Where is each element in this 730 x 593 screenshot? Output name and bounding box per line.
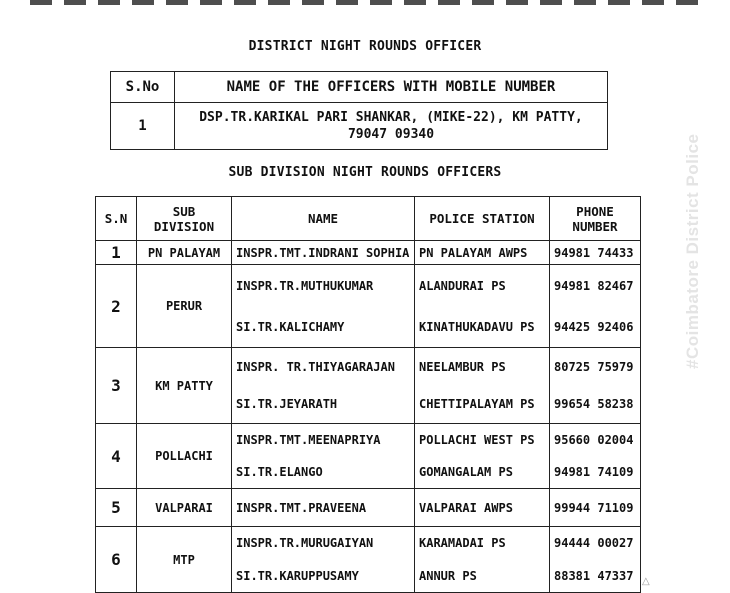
table-header-row bbox=[96, 197, 641, 241]
row-phones bbox=[550, 348, 641, 424]
column-header-phone-number bbox=[550, 197, 641, 241]
table-row bbox=[111, 103, 608, 150]
officer-name: INSPR.TR.MUTHUKUMAR bbox=[236, 278, 374, 293]
row-division: KM PATTY bbox=[137, 348, 232, 424]
police-station: ALANDURAI PS bbox=[419, 278, 506, 293]
officer-name: INSPR.TR.MURUGAIYAN bbox=[236, 536, 374, 551]
row-officer-name: INSPR.TMT.PRAVEENA bbox=[232, 489, 415, 527]
phone-number: 99654 58238 bbox=[554, 397, 634, 412]
header-line: SUB bbox=[172, 203, 196, 219]
table-row bbox=[96, 241, 641, 265]
officer-name: INSPR.TMT.MEENAPRIYA bbox=[236, 433, 381, 447]
phone-number: 88381 47337 bbox=[554, 568, 634, 583]
police-station: ANNUR PS bbox=[419, 568, 477, 583]
phone-number: 94981 82467 bbox=[554, 278, 634, 293]
row-sn: 6 bbox=[96, 527, 137, 593]
row-police-station: VALPARAI AWPS bbox=[415, 489, 550, 527]
row-division: MTP bbox=[137, 527, 232, 593]
column-header-sub-division bbox=[137, 197, 232, 241]
table-row bbox=[96, 424, 641, 489]
district-section-title: DISTRICT NIGHT ROUNDS OFFICER bbox=[248, 39, 482, 54]
district-officer-table bbox=[110, 71, 608, 150]
police-station: POLLACHI WEST PS bbox=[419, 433, 535, 447]
row-officer-names bbox=[232, 265, 415, 348]
row-division: VALPARAI bbox=[137, 489, 232, 527]
officer-phone: 79047 09340 bbox=[347, 127, 435, 142]
header-line: DIVISION bbox=[153, 218, 215, 234]
row-phones bbox=[550, 527, 641, 593]
table-row bbox=[96, 489, 641, 527]
header-line: NUMBER bbox=[572, 218, 618, 234]
police-station: GOMANGALAM PS bbox=[419, 465, 513, 479]
row-police-station: PN PALAYAM AWPS bbox=[415, 241, 550, 265]
row-police-stations bbox=[415, 424, 550, 489]
row-division: PERUR bbox=[137, 265, 232, 348]
row-officer-names bbox=[232, 348, 415, 424]
subdivision-officer-table bbox=[95, 196, 641, 593]
row-sn: 1 bbox=[96, 241, 137, 265]
subdivision-section-title: SUB DIVISION NIGHT ROUNDS OFFICERS bbox=[228, 165, 502, 180]
row-officer-name: INSPR.TMT.INDRANI SOPHIA bbox=[232, 241, 415, 265]
header-line: PHONE bbox=[576, 203, 614, 219]
table-row bbox=[96, 265, 641, 348]
police-station: CHETTIPALAYAM PS bbox=[419, 397, 535, 412]
district-police-watermark: #Coimbatore District Police bbox=[683, 133, 702, 369]
police-station: NEELAMBUR PS bbox=[419, 359, 506, 374]
row-phone: 99944 71109 bbox=[550, 489, 641, 527]
row-officer-names bbox=[232, 424, 415, 489]
phone-number: 94425 92406 bbox=[554, 319, 634, 334]
row-phone: 94981 74433 bbox=[550, 241, 641, 265]
row-sn: 5 bbox=[96, 489, 137, 527]
row-sn: 2 bbox=[96, 265, 137, 348]
table-header-row bbox=[111, 72, 608, 103]
police-station: KARAMADAI PS bbox=[419, 536, 506, 551]
column-header-sno: S.No bbox=[111, 72, 175, 103]
column-header-officer-name: NAME OF THE OFFICERS WITH MOBILE NUMBER bbox=[175, 72, 608, 103]
column-header-sn: S.N bbox=[96, 197, 137, 241]
officer-details bbox=[175, 103, 608, 150]
row-phones bbox=[550, 424, 641, 489]
officer-name: DSP.TR.KARIKAL PARI SHANKAR, (MIKE-22), KM PATTY, bbox=[199, 110, 583, 125]
row-police-stations bbox=[415, 265, 550, 348]
row-division: POLLACHI bbox=[137, 424, 232, 489]
officer-name: SI.TR.KALICHAMY bbox=[236, 319, 345, 334]
row-sn: 4 bbox=[96, 424, 137, 489]
row-sn: 1 bbox=[111, 103, 175, 150]
phone-number: 94444 00027 bbox=[554, 536, 634, 551]
column-header-name: NAME bbox=[232, 197, 415, 241]
officer-name: SI.TR.JEYARATH bbox=[236, 397, 338, 412]
officer-name: SI.TR.KARUPPUSAMY bbox=[236, 568, 359, 583]
phone-number: 94981 74109 bbox=[554, 465, 634, 479]
police-station: KINATHUKADAVU PS bbox=[419, 319, 535, 334]
triangle-icon: △ bbox=[642, 576, 650, 587]
column-header-police-station: POLICE STATION bbox=[415, 197, 550, 241]
table-row bbox=[96, 527, 641, 593]
cropped-header-text bbox=[30, 0, 700, 5]
table-row bbox=[96, 348, 641, 424]
row-sn: 3 bbox=[96, 348, 137, 424]
row-police-stations bbox=[415, 348, 550, 424]
row-division: PN PALAYAM bbox=[137, 241, 232, 265]
phone-number: 80725 75979 bbox=[554, 359, 634, 374]
row-officer-names bbox=[232, 527, 415, 593]
row-police-stations bbox=[415, 527, 550, 593]
row-phones bbox=[550, 265, 641, 348]
phone-number: 95660 02004 bbox=[554, 433, 634, 447]
officer-name: INSPR. TR.THIYAGARAJAN bbox=[236, 359, 395, 374]
officer-name: SI.TR.ELANGO bbox=[236, 465, 323, 479]
